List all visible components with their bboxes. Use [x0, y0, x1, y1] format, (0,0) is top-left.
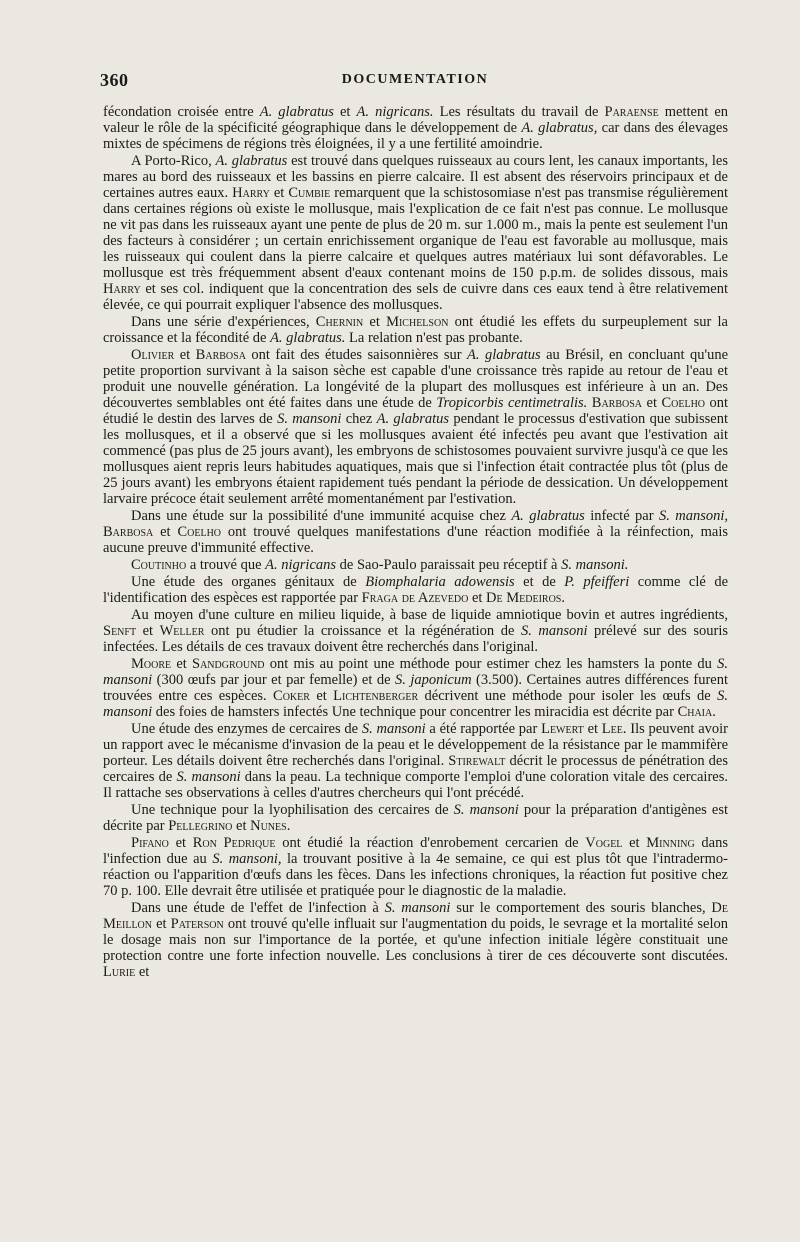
- text-run: a été rapportée par: [425, 721, 542, 737]
- author-name: Fraga de Azevedo: [361, 590, 469, 606]
- text-run: fécondation croisée entre: [103, 104, 260, 120]
- author-name: Lee.: [601, 721, 627, 737]
- text-run: Dans une série d'expériences,: [131, 314, 316, 330]
- author-name: Weller: [159, 623, 205, 639]
- author-name: Harry: [232, 185, 270, 201]
- text-run: et: [468, 590, 487, 606]
- author-name: Senft: [103, 623, 137, 639]
- author-name: De Medeiros.: [486, 590, 565, 606]
- text-run: mettent en valeur le rôle de la spécificité géographique dans le développement de: [103, 104, 729, 136]
- text-run: de Sao-Paulo paraissait peu réceptif à: [336, 557, 562, 573]
- text-run: et: [309, 688, 334, 704]
- text-run: ont fait des études saisonnières sur: [245, 347, 468, 363]
- text-run: pour la préparation d'antigènes est décrite par: [103, 802, 729, 834]
- italic-run: Biomphalaria adowensis: [365, 574, 515, 590]
- paragraph: [103, 347, 728, 507]
- author-name: Harry: [103, 281, 141, 297]
- italic-run: A. nigricans.: [356, 104, 434, 120]
- italic-run: S. mansoni: [277, 411, 342, 427]
- text-run: au Brésil, en concluant qu'une petite proportion survivant à la saison sèche est capable d'une croissance très rapide au retour de l'eau et produit une nouvelle génération. La longévité de la plupart des mollusques est inférieure à un an. Des découvertes semblables ont été faites dans une étude de: [103, 347, 728, 411]
- author-name: Moore: [131, 656, 172, 672]
- text-run: ont mis au point une méthode pour estimer chez les hamsters la ponte du: [264, 656, 718, 672]
- text-run: et ses col. indiquent que la concentration des sels de cuivre dans ces eaux tend à être relativement élevée, ce qui pourrait expliquer l'absence des mollusques.: [103, 281, 728, 313]
- text-run: et: [136, 623, 160, 639]
- page-header: [100, 70, 730, 94]
- text-run: Les résultats du travail de: [433, 104, 605, 120]
- italic-run: A. glabratus.: [270, 330, 346, 346]
- author-name: Barbosa: [103, 524, 154, 540]
- author-name: Chernin: [315, 314, 364, 330]
- text-run: décrivent une méthode pour isoler les œufs de: [418, 688, 718, 704]
- text-run: et: [135, 964, 150, 980]
- author-name: Ron Pedrique: [192, 835, 276, 851]
- text-run: A Porto-Rico,: [131, 153, 216, 169]
- author-name: Coelho: [177, 524, 222, 540]
- text-run: chez: [341, 411, 377, 427]
- paragraph: [103, 153, 728, 313]
- text-run: et: [333, 104, 357, 120]
- author-name: Lichtenberger: [333, 688, 419, 704]
- author-name: Minning: [646, 835, 695, 851]
- author-name: Coutinho: [131, 557, 187, 573]
- text-run: Une étude des organes génitaux de: [131, 574, 366, 590]
- italic-run: A. glabratus: [259, 104, 334, 120]
- author-name: Coker: [273, 688, 310, 704]
- text-run: (3.500). Certaines autres différences furent trouvées entre ces espèces.: [103, 672, 729, 704]
- text-run: ont étudié la réaction d'enrobement cercarien de: [275, 835, 586, 851]
- author-name: De Meillon: [103, 900, 729, 932]
- italic-run: S. mansoni: [520, 623, 588, 639]
- author-name: Paterson: [170, 916, 224, 932]
- text-run: sur le comportement des souris blanches,: [450, 900, 712, 916]
- text-run: et: [269, 185, 289, 201]
- italic-run: S. mansoni.: [561, 557, 629, 573]
- text-run: a trouvé que: [186, 557, 266, 573]
- text-run: et de: [514, 574, 565, 590]
- author-name: Michelson: [386, 314, 449, 330]
- text-run: comme clé de l'identification des espèces est rapportée par: [103, 574, 729, 606]
- text-run: des foies de hamsters infectés Une technique pour concentrer les miracidia est décrite par: [152, 704, 678, 720]
- italic-run: S. mansoni: [103, 656, 729, 688]
- author-name: Lurie: [103, 964, 136, 980]
- text-run: et: [642, 395, 662, 411]
- author-name: Vogel: [585, 835, 623, 851]
- paragraph: [103, 557, 728, 573]
- paragraph: [103, 607, 728, 655]
- italic-run: A. nigricans: [265, 557, 337, 573]
- text-run: infecté par: [584, 508, 659, 524]
- text-run: et: [363, 314, 387, 330]
- author-name: Olivier: [131, 347, 175, 363]
- text-run: ont étudié les effets du surpeuplement sur la croissance et la fécondité de: [103, 314, 728, 346]
- text-run: décrit le processus de pénétration des cercaires de: [103, 753, 728, 785]
- text-run: La relation n'est pas probante.: [345, 330, 523, 346]
- running-title: DOCUMENTATION: [341, 72, 489, 87]
- text-run: et: [171, 656, 193, 672]
- text-run: ont étudié le destin des larves de: [103, 395, 729, 427]
- italic-run: S. mansoni: [176, 769, 241, 785]
- author-name: Pifano: [131, 835, 169, 851]
- text-run: Ils peuvent avoir un rapport avec le mécanisme d'invasion de la peau et le développement de la résistance par le mammifère porteur. Les détails doivent être recherchés dans l'original.: [103, 721, 728, 769]
- text-run: dans l'infection due au: [103, 835, 729, 867]
- paragraph: [103, 835, 728, 899]
- text-run: et: [583, 721, 602, 737]
- italic-run: A. glabratus: [467, 347, 541, 363]
- author-name: Barbosa: [195, 347, 246, 363]
- author-name: Lewert: [541, 721, 584, 737]
- italic-run: S. mansoni: [453, 802, 519, 818]
- text-run: (300 œufs par jour et par femelle) et de: [152, 672, 395, 688]
- italic-run: S. mansoni: [361, 721, 426, 737]
- author-name: Cumbie: [288, 185, 331, 201]
- text-run: ont trouvé quelques manifestations d'une réaction modifiée à la réinfection, mais aucune preuve d'immunité effective.: [103, 524, 728, 556]
- italic-run: Tropicorbis centimetralis.: [436, 395, 588, 411]
- italic-run: S. mansoni,: [212, 851, 282, 867]
- italic-run: P. pfeifferi: [564, 574, 630, 590]
- text-run: et: [168, 835, 193, 851]
- text-run: prélevé sur des souris infectées. Les détails de ces travaux doivent être recherchés dans l'original.: [103, 623, 728, 655]
- italic-run: S. mansoni: [384, 900, 451, 916]
- italic-run: A. glabratus,: [521, 120, 598, 136]
- italic-run: S. japonicum: [395, 672, 472, 688]
- text-run: et: [232, 818, 251, 834]
- text-run: Dans une étude sur la possibilité d'une immunité acquise chez: [131, 508, 512, 524]
- text-run: et: [622, 835, 647, 851]
- author-name: Chaia.: [677, 704, 716, 720]
- paragraph: [103, 104, 728, 152]
- author-name: Barbosa: [591, 395, 643, 411]
- text-run: ont trouvé qu'elle influait sur l'augmentation du poids, le sevrage et la mortalité selon le dosage mais non sur l'importance de la portée, et qu'une infection initiale légère constituait une protection contre une forte infection nouvelle. Les conclusions à tirer de ces découverte sont discutées.: [103, 916, 728, 964]
- text-run: et: [153, 524, 178, 540]
- text-run: Une technique pour la lyophilisation des cercaires de: [131, 802, 454, 818]
- text-run: Dans une étude de l'effet de l'infection à: [131, 900, 385, 916]
- italic-run: S. mansoni,: [658, 508, 728, 524]
- author-name: Paraense: [604, 104, 659, 120]
- text-run: la trouvant positive à la 4e semaine, ce qui est plus tôt que l'intradermo-réaction ou l'apparition d'œufs dans les fèces. Dans les infections chroniques, la réaction fut positive chez 70 p. 100. Elle devrait être utilisée et pratiquée pour le diagnostic de la maladie.: [103, 851, 728, 899]
- text-run: pendant le processus d'estivation que subissent les mollusques, et il a observé que si les mollusques avaient été infectés peu avant que l'estivation ait commencé (pas plus de 25 jours avant), les embryons de schistosomes pouvaient survivre jusqu'à ce que les mollusques aient repris leurs habitudes aquatiques, mais que si l'infection était contractée plus tôt (plus de 25 jours avant) les embryons étaient rapidement tués pendant la période de dessication. Un développement larvaire précoce était seulement arrêté momentanément par l'estivation.: [103, 411, 729, 507]
- text-run: est trouvé dans quelques ruisseaux au cours lent, les canaux importants, les mares au bord des ruisseaux et les bassins en pierre calcaire. Il est absent des réservoirs principaux et de certaines autres eaux.: [103, 153, 729, 201]
- italic-run: A. glabratus: [511, 508, 585, 524]
- text-run: car dans des élevages mixtes de spécimens de régions très éloignées, il y a une fertilité amoindrie.: [103, 120, 729, 152]
- text-run: dans la peau. La technique comporte l'emploi d'une coloration vitale des cercaires. Il rattache ses observations à celles d'autres chercheurs qui l'ont précédé.: [103, 769, 728, 801]
- paragraph: [103, 574, 728, 606]
- author-name: Nunes.: [250, 818, 291, 834]
- text-run: ont pu étudier la croissance et la régénération de: [204, 623, 521, 639]
- author-name: Pellegrino: [168, 818, 233, 834]
- text-run: Au moyen d'une culture en milieu liquide, à base de liquide amniotique bovin et autres ingrédients,: [131, 607, 728, 623]
- paragraph: [103, 314, 728, 346]
- text-run: et: [174, 347, 196, 363]
- text-run: Une étude des enzymes de cercaires de: [131, 721, 362, 737]
- page-number: 360: [100, 70, 129, 90]
- author-name: Stirewalt: [448, 753, 506, 769]
- paragraph: [103, 900, 728, 980]
- paragraph: [103, 721, 728, 801]
- text-run: et: [152, 916, 171, 932]
- paragraph: [103, 656, 728, 720]
- italic-run: A. glabratus: [376, 411, 450, 427]
- paragraph: [103, 508, 728, 556]
- author-name: Sandground: [192, 656, 265, 672]
- body-text: [103, 104, 728, 981]
- paragraph: [103, 802, 728, 834]
- italic-run: S. mansoni: [103, 688, 728, 720]
- italic-run: A. glabratus: [215, 153, 288, 169]
- author-name: Coelho: [661, 395, 706, 411]
- text-run: remarquent que la schistosomiase n'est pas transmise régulièrement dans certaines régions où existe le mollusque, mais l'explication de ce fait n'est pas connue. Le mollusque ne vit pas dans les ruisseaux ayant une pente de plus de 20 m. sur 1.000 m., mais la pente est seulement l'un des facteurs à considérer ; un certain enrichissement organique de l'eau est favorable au mollusque, mais les ruisseaux qui coulent dans la pierre calcaire et quelques autres matériaux lui sont défavorables. Le mollusque est très fréquemment absent d'eaux contenant moins de 150 p.p.m. de solides dissous, mais: [103, 185, 728, 281]
